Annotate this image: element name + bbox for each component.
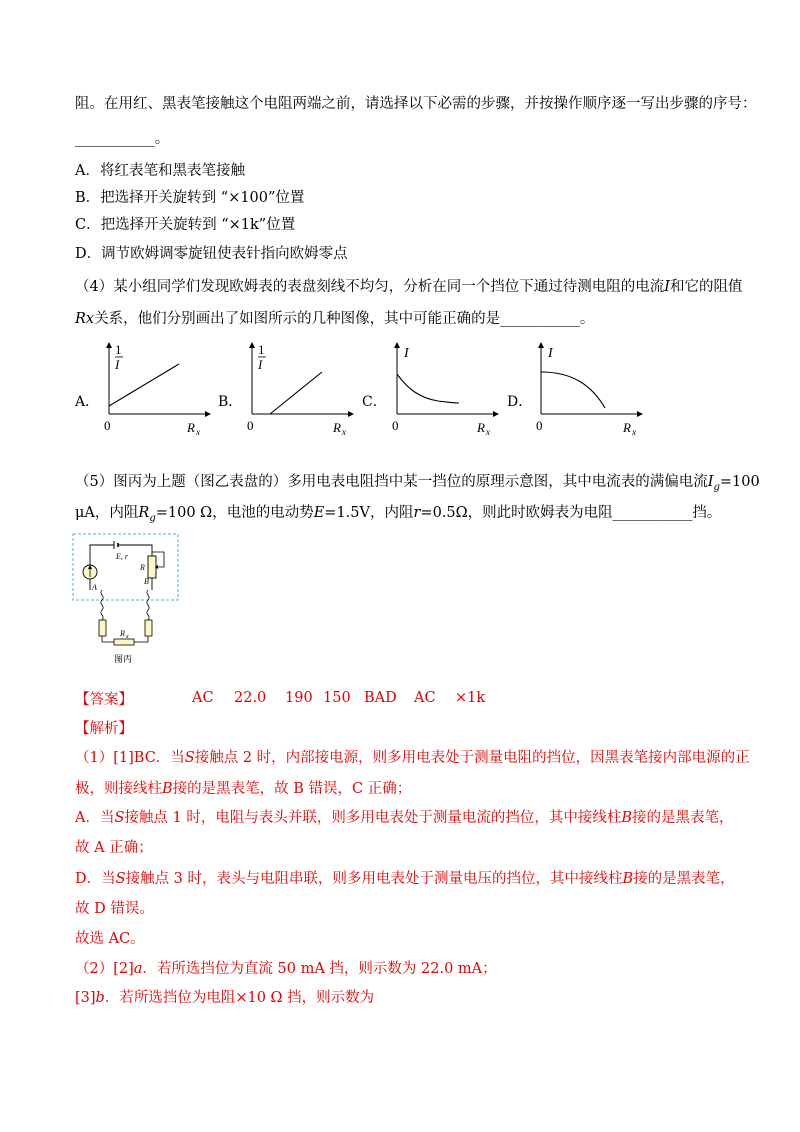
analysis-line-9: [3]b．若所选挡位为电阻×10 Ω 挡，则示数为 xyxy=(75,990,375,1006)
graph-d-ylabel: I xyxy=(548,346,553,361)
graph-b-ylabel-den: I xyxy=(258,357,263,372)
graph-a-label: A． xyxy=(75,394,100,410)
answer-item-5: BAD xyxy=(364,690,397,706)
answer-item-7: ×1k xyxy=(455,690,486,706)
graph-c-label: C． xyxy=(362,394,387,410)
graph-b-label: B． xyxy=(218,394,243,410)
option-c: C．把选择开关旋转到 “×1k”位置 xyxy=(75,217,296,233)
q4-line-2: Rx关系，他们分别画出了如图所示的几种图像，其中可能正确的是___________。 xyxy=(75,311,595,327)
circuit-label-rx: R xyxy=(120,629,125,638)
q4-line-1: （4）某小组同学们发现欧姆表的表盘刻线不均匀，分析在同一个挡位下通过待测电阻的电流I和它的阻值 xyxy=(75,279,743,295)
graph-a-xsub: x xyxy=(196,427,200,437)
analysis-line-5: D．当S接触点 3 时，表头与电阻串联，则多用电表处于测量电压的挡位，其中接线柱B接的是黑表笔， xyxy=(75,871,735,887)
graph-c xyxy=(383,338,503,438)
answer-item-6: AC xyxy=(414,690,436,706)
graph-d-xlabel: R xyxy=(623,420,631,435)
analysis-line-7: 故选 AC。 xyxy=(75,931,145,947)
graph-b-ylabel-num: 1 xyxy=(258,342,265,357)
graph-a-xlabel: R xyxy=(187,420,195,435)
graph-a-ylabel-den: I xyxy=(115,357,120,372)
answer-tag: 【答案】 xyxy=(75,692,133,708)
circuit-label-r: R xyxy=(140,563,145,572)
graph-c-xsub: x xyxy=(486,427,490,437)
graph-b-origin: 0 xyxy=(247,418,254,433)
circuit-diagram xyxy=(70,532,182,672)
answer-item-3: 190 xyxy=(285,690,313,706)
option-d: D．调节欧姆调零旋钮使表针指向欧姆零点 xyxy=(75,246,348,262)
graph-d-xsub: x xyxy=(632,427,636,437)
graph-c-ylabel: I xyxy=(404,346,409,361)
circuit-caption: 图丙 xyxy=(114,654,133,664)
question-line-2: ___________。 xyxy=(75,131,170,147)
graph-d xyxy=(527,338,647,438)
graph-c-xlabel: R xyxy=(477,420,485,435)
analysis-line-6: 故 D 错误。 xyxy=(75,901,154,917)
analysis-line-2: 极，则接线柱B接的是黑表笔，故 B 错误，C 正确； xyxy=(75,781,412,797)
analysis-line-3: A．当S接触点 1 时，电阻与表头并联，则多用电表处于测量电流的挡位，其中接线柱B接的是黑表笔， xyxy=(75,810,734,826)
option-b: B．把选择开关旋转到 “×100”位置 xyxy=(75,190,305,206)
graph-b-xlabel: R xyxy=(333,420,341,435)
analysis-line-4: 故 A 正确； xyxy=(75,840,153,856)
circuit-label-a: A xyxy=(92,583,97,592)
answer-item-1: AC xyxy=(192,690,214,706)
q5-line-1: （5）图丙为上题（图乙表盘的）多用电表电阻挡中某一挡位的原理示意图，其中电流表的满偏电流$I_g=100$ xyxy=(75,474,760,493)
graph-b xyxy=(238,338,358,438)
analysis-tag: 【解析】 xyxy=(75,721,133,737)
graph-d-label: D． xyxy=(507,394,533,410)
circuit-label-rx-sub: x xyxy=(126,634,129,640)
graph-b-xsub: x xyxy=(342,427,346,437)
option-a: A．将红表笔和黑表笔接触 xyxy=(75,163,245,179)
circuit-label-b: B xyxy=(144,577,149,586)
graph-a xyxy=(95,338,215,438)
graph-c-origin: 0 xyxy=(392,418,399,433)
answer-item-2: 22.0 xyxy=(234,690,267,706)
analysis-line-1: （1）[1]BC．当S接触点 2 时，内部接电源，则多用电表处于测量电阻的挡位，因黑表笔接内部电源的正 xyxy=(75,750,750,766)
answer-item-4: 150 xyxy=(323,690,351,706)
analysis-line-8: （2）[2]a．若所选挡位为直流 50 mA 挡，则示数为 22.0 mA； xyxy=(75,961,497,977)
question-line-1: 阻。在用红、黑表笔接触这个电阻两端之前，请选择以下必需的步骤，并按操作顺序逐一写出步骤的序号： xyxy=(75,96,757,112)
graph-a-origin: 0 xyxy=(104,418,111,433)
graph-d-origin: 0 xyxy=(536,418,543,433)
q5-line-2: μA，内阻$R_g=100$ Ω，电池的电动势E=1.5V，内阻r=0.5Ω，则此时欧姆表为电阻___________挡。 xyxy=(75,505,722,524)
graph-a-ylabel-num: 1 xyxy=(115,342,122,357)
circuit-label-er: E, r xyxy=(116,552,128,561)
